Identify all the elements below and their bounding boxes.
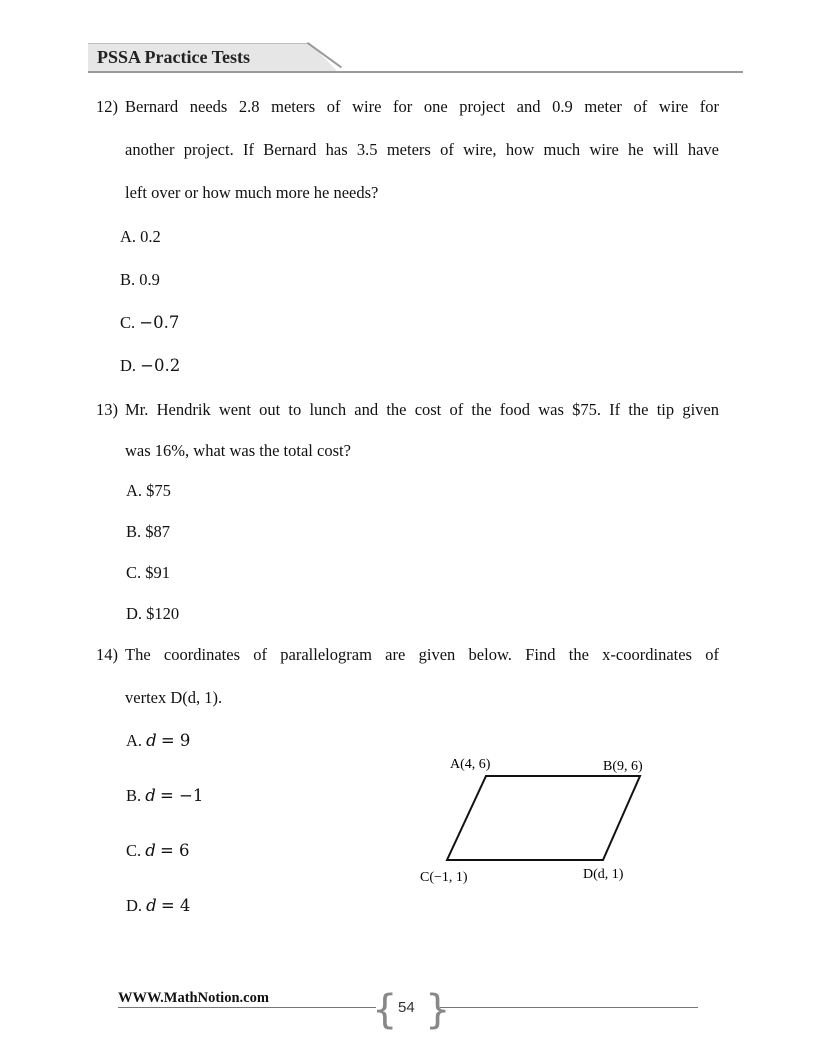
footer-rule-left — [118, 1007, 376, 1008]
vertex-a-label: A(4, 6) — [450, 757, 491, 772]
question-number: 14) — [96, 645, 118, 664]
answer-option[interactable] — [126, 522, 170, 542]
vertex-d-label: D(d, 1) — [583, 867, 624, 882]
option-letter: A. — [126, 731, 143, 750]
option-letter: C. — [126, 841, 142, 860]
answer-option[interactable] — [126, 896, 190, 916]
question-text-line: The coordinates of parallelogram are given below. Find the x-coordinates of — [125, 645, 719, 664]
question-text-line: left over or how much more he needs? — [125, 183, 379, 202]
option-variable: d — [145, 786, 156, 805]
header-top-rule — [88, 43, 310, 44]
option-value: −0.7 — [139, 313, 180, 332]
option-letter: D. — [120, 356, 137, 375]
vertex-b-label: B(9, 6) — [603, 759, 643, 774]
option-value: $91 — [145, 563, 171, 582]
option-variable: d — [145, 841, 156, 860]
answer-option[interactable] — [120, 313, 179, 333]
question-text-line: was 16%, what was the total cost? — [125, 441, 351, 460]
option-value: $75 — [146, 481, 171, 500]
answer-option[interactable] — [126, 841, 190, 861]
answer-option[interactable] — [126, 604, 179, 624]
question-text-line: Bernard needs 2.8 meters of wire for one project and 0.9 meter of wire for — [125, 97, 719, 116]
option-letter: C. — [120, 313, 136, 332]
option-letter: D. — [126, 604, 143, 623]
question-text-line: another project. If Bernard has 3.5 meters of wire, how much wire he will have — [125, 140, 719, 159]
answer-option[interactable] — [120, 270, 160, 290]
question-number: 13) — [96, 400, 118, 419]
option-value: = 4 — [160, 896, 191, 915]
vertex-c-label: C(−1, 1) — [420, 870, 468, 885]
footer-website: WWW.MathNotion.com — [118, 990, 269, 1006]
option-value: = 9 — [160, 731, 191, 750]
page-number: 54 — [398, 999, 415, 1016]
answer-option[interactable] — [126, 563, 170, 583]
option-value: 0.2 — [140, 227, 161, 246]
option-letter: A. — [126, 481, 143, 500]
answer-option[interactable] — [126, 731, 190, 751]
question-text-line: vertex D(d, 1). — [125, 688, 223, 707]
header-rule — [88, 71, 743, 73]
option-letter: B. — [120, 270, 136, 289]
option-letter: D. — [126, 896, 143, 915]
page-header-title: PSSA Practice Tests — [97, 47, 250, 67]
option-letter: B. — [126, 522, 142, 541]
option-value: 0.9 — [139, 270, 160, 289]
option-variable: d — [146, 731, 157, 750]
question-number: 12) — [96, 97, 118, 116]
parallelogram-diagram — [410, 748, 670, 893]
option-value: = 6 — [159, 841, 190, 860]
answer-option[interactable] — [120, 227, 161, 247]
option-value: $120 — [146, 604, 180, 623]
footer-rule-right — [440, 1007, 698, 1008]
question-text-line: Mr. Hendrik went out to lunch and the cost of the food was $75. If the tip given — [125, 400, 719, 419]
option-value: = −1 — [159, 786, 204, 805]
answer-option[interactable] — [126, 786, 203, 806]
option-letter: C. — [126, 563, 142, 582]
left-brace-icon: { — [372, 987, 398, 1033]
option-letter: A. — [120, 227, 137, 246]
option-value: $87 — [145, 522, 171, 541]
option-letter: B. — [126, 786, 142, 805]
answer-option[interactable] — [126, 481, 171, 501]
option-variable: d — [146, 896, 157, 915]
parallelogram-shape — [447, 776, 640, 860]
option-value: −0.2 — [140, 356, 181, 375]
answer-option[interactable] — [120, 356, 180, 376]
right-brace-icon: } — [425, 987, 451, 1033]
